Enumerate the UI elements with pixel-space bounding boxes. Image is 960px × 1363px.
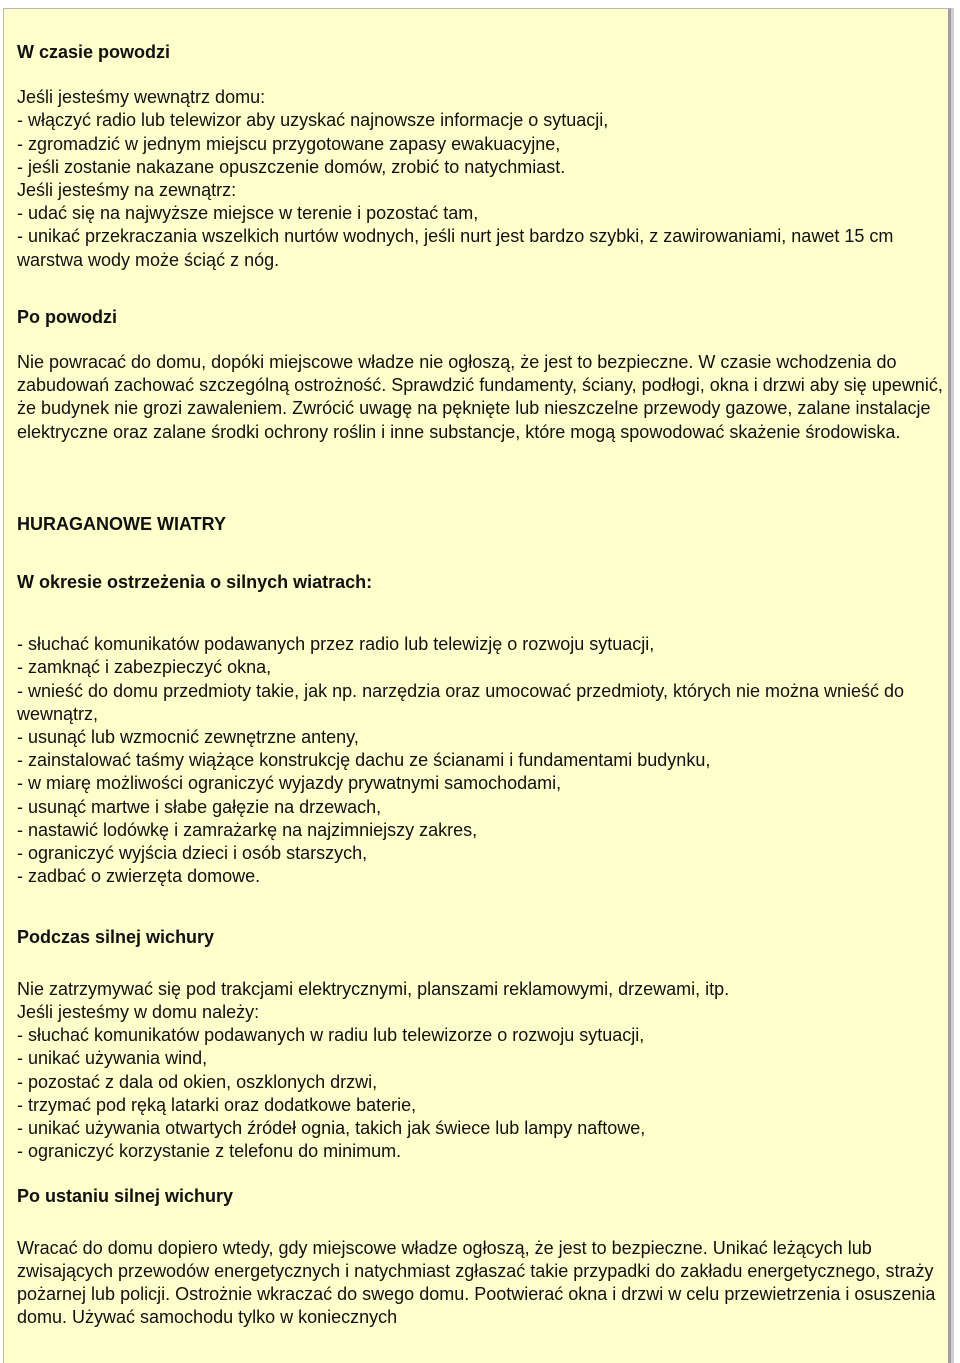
heading-after-storm: Po ustaniu silnej wichury (17, 1186, 234, 1207)
warning-line-listen: - słuchać komunikatów podawanych przez radio lub telewizję o rozwoju sytuacji, (17, 634, 655, 655)
flood-line-high-ground: - udać się na najwyższe miejsce w terenie i pozostać tam, (17, 203, 479, 224)
storm-line-windows: - pozostać z dala od okien, oszklonych drzwi, (17, 1071, 378, 1092)
flood-line-supplies: - zgromadzić w jednym miejscu przygotowane zapasy ewakuacyjne, (17, 133, 561, 154)
heading-during-flood: W czasie powodzi (17, 42, 171, 62)
warning-line-close-windows: - zamknąć i zabezpieczyć okna, (17, 657, 272, 678)
flood-line-avoid-currents: - unikać przekraczania wszelkich nurtów wodnych, jeśli nurt jest bardzo szybki, z zawirowaniami, nawet 15 cm warstwa wody może ściąć z nóg. (17, 226, 894, 270)
heading-during-storm: Podczas silnej wichury (17, 927, 215, 948)
document-content (17, 41, 945, 1329)
storm-line-at-home: Jeśli jesteśmy w domu należy: (17, 1001, 260, 1022)
warning-line-bring-items: - wnieść do domu przedmioty takie, jak np. narzędzia oraz umocować przedmioty, których nie można wnieść do wewnątrz, (17, 680, 905, 724)
warning-line-fridge: - nastawić lodówkę i zamrażarkę na najzimniejszy zakres, (17, 819, 478, 840)
flood-line-outside: Jeśli jesteśmy na zewnątrz: (17, 180, 237, 201)
warning-line-antennas: - usunąć lub wzmocnić zewnętrzne anteny, (17, 727, 359, 748)
after-flood-paragraph: Nie powracać do domu, dopóki miejscowe władze nie ogłoszą, że jest to bezpieczne. W czasie wchodzenia do zabudowań zachować szczególną ostrożność. Sprawdzić fundamenty, ściany, podłogi, okna i drzwi aby się upewnić, że budynek nie grozi zawaleniem. Zwrócić uwagę na pęknięte lub nieszczelne przewody gazowe, zalane instalacje elektryczne oraz zalane środki ochrony roślin i inne substancje, które mogą spowodować skażenie środowiska. (17, 352, 943, 442)
storm-line-fire: - unikać używania otwartych źródeł ognia, takich jak świece lub lampy naftowe, (17, 1117, 646, 1138)
storm-line-elevators: - unikać używania wind, (17, 1048, 208, 1069)
storm-line-phone: - ograniczyć korzystanie z telefonu do minimum. (17, 1141, 402, 1162)
storm-line-listen: - słuchać komunikatów podawanych w radiu lub telewizorze o rozwoju sytuacji, (17, 1025, 645, 1046)
storm-line-flashlights: - trzymać pod ręką latarki oraz dodatkowe baterie, (17, 1094, 417, 1115)
storm-line-dont-stop: Nie zatrzymywać się pod trakcjami elektrycznymi, planszami reklamowymi, drzewami, itp. (17, 978, 730, 999)
flood-line-inside-home: Jeśli jesteśmy wewnątrz domu: (17, 87, 266, 108)
after-storm-paragraph: Wracać do domu dopiero wtedy, gdy miejscowe władze ogłoszą, że jest to bezpieczne. Unikać leżących lub zwisających przewodów energetycznych i natychmiast zgłaszać takie przypadki do zakładu energetycznego, straży pożarnej lub policji. Ostrożnie wkraczać do swego domu. Pootwierać okna i drzwi w celu przewietrzenia i osuszenia domu. Używać samochodu tylko w koniecznych (17, 1237, 936, 1328)
warning-line-straps: - zainstalować taśmy wiążące konstrukcję dachu ze ścianami i fundamentami budynku, (17, 750, 711, 771)
document-page (3, 8, 951, 1363)
warning-line-trips: - w miarę możliwości ograniczyć wyjazdy prywatnymi samochodami, (17, 773, 562, 794)
hurricane-title: HURAGANOWE WIATRY (17, 513, 226, 534)
flood-line-evacuate: - jeśli zostanie nakazane opuszczenie domów, zrobić to natychmiast. (17, 156, 566, 177)
warning-line-branches: - usunąć martwe i słabe gałęzie na drzewach, (17, 796, 382, 817)
flood-line-radio: - włączyć radio lub telewizor aby uzyskać najnowsze informacje o sytuacji, (17, 110, 609, 131)
heading-after-flood: Po powodzi (17, 306, 117, 327)
warning-line-animals: - zadbać o zwierzęta domowe. (17, 866, 261, 887)
warning-line-children: - ograniczyć wyjścia dzieci i osób starszych, (17, 843, 368, 864)
heading-warning-period: W okresie ostrzeżenia o silnych wiatrach: (17, 572, 373, 593)
